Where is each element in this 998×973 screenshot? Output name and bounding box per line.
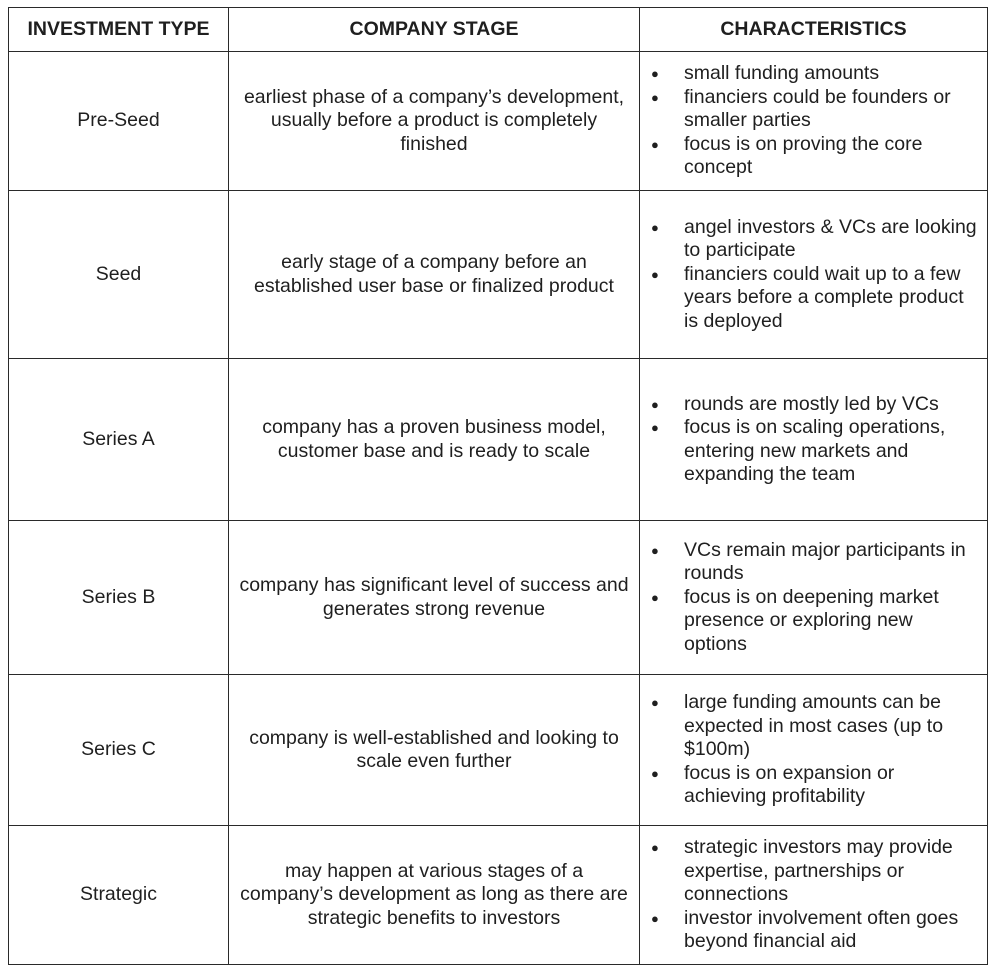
list-item: ● focus is on proving the core concept — [684, 133, 979, 180]
list-item: ● financiers could wait up to a few years before a complete product is deployed — [684, 263, 979, 334]
header-investment-type: INVESTMENT TYPE — [9, 8, 229, 52]
investment-type-cell: Seed — [9, 191, 229, 359]
characteristics-cell — [640, 191, 988, 359]
company-stage-cell: company is well-established and looking to scale even further — [229, 675, 640, 826]
company-stage-cell: may happen at various stages of a company’s development as long as there are strategic benefits to investors — [229, 826, 640, 965]
list-item: ● angel investors & VCs are looking to participate — [684, 216, 979, 263]
table-row — [9, 359, 988, 521]
list-item: ● focus is on deepening market presence or exploring new options — [684, 586, 979, 657]
table-row — [9, 675, 988, 826]
list-item: ● small funding amounts — [684, 62, 979, 86]
list-item: ● focus is on scaling operations, entering new markets and expanding the team — [684, 416, 979, 487]
list-item: ● rounds are mostly led by VCs — [684, 393, 979, 417]
investment-type-cell: Series B — [9, 521, 229, 675]
characteristics-cell — [640, 52, 988, 191]
characteristics-list — [684, 691, 979, 809]
company-stage-cell: earliest phase of a company’s development, usually before a product is completely finished — [229, 52, 640, 191]
characteristics-cell — [640, 675, 988, 826]
investment-type-cell: Series C — [9, 675, 229, 826]
list-item: ● large funding amounts can be expected in most cases (up to $100m) — [684, 691, 979, 762]
characteristics-list — [684, 539, 979, 657]
list-item: ● focus is on expansion or achieving profitability — [684, 762, 979, 809]
characteristics-list — [684, 216, 979, 334]
company-stage-cell: early stage of a company before an established user base or finalized product — [229, 191, 640, 359]
characteristics-cell — [640, 521, 988, 675]
characteristics-list — [684, 836, 979, 954]
list-item: ● financiers could be founders or smaller parties — [684, 86, 979, 133]
table-row — [9, 191, 988, 359]
investment-type-cell: Series A — [9, 359, 229, 521]
characteristics-list — [684, 393, 979, 487]
characteristics-cell — [640, 826, 988, 965]
header-characteristics: CHARACTERISTICS — [640, 8, 988, 52]
header-company-stage: COMPANY STAGE — [229, 8, 640, 52]
table-row — [9, 826, 988, 965]
investment-types-table — [8, 7, 988, 965]
table-row — [9, 521, 988, 675]
list-item: ● VCs remain major participants in rounds — [684, 539, 979, 586]
company-stage-cell: company has significant level of success and generates strong revenue — [229, 521, 640, 675]
characteristics-cell — [640, 359, 988, 521]
investment-type-cell: Pre-Seed — [9, 52, 229, 191]
list-item: ● strategic investors may provide expertise, partnerships or connections — [684, 836, 979, 907]
investment-type-cell: Strategic — [9, 826, 229, 965]
header-row — [9, 8, 988, 52]
company-stage-cell: company has a proven business model, customer base and is ready to scale — [229, 359, 640, 521]
list-item: ● investor involvement often goes beyond financial aid — [684, 907, 979, 954]
characteristics-list — [684, 62, 979, 180]
table-row — [9, 52, 988, 191]
